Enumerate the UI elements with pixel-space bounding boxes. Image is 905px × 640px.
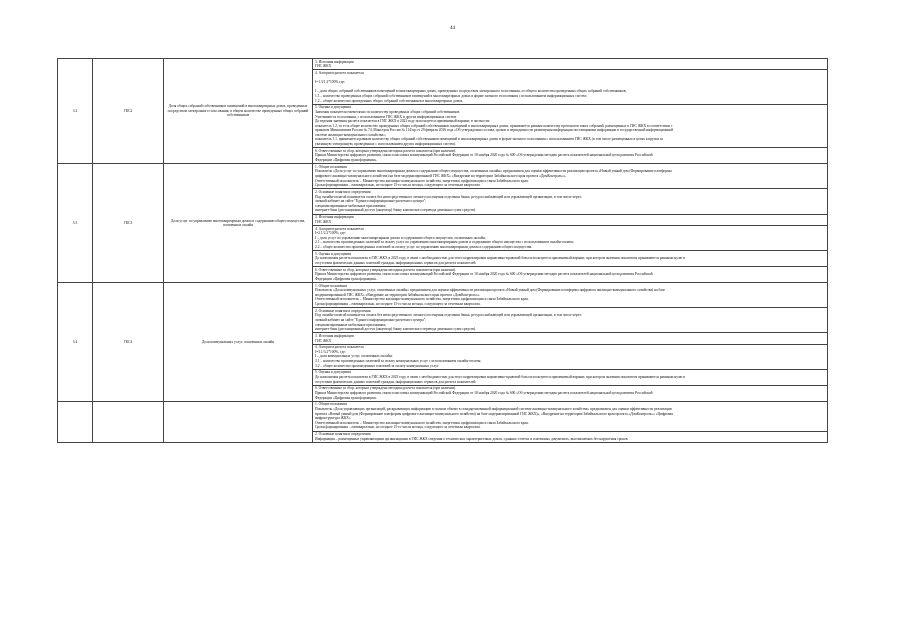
detail-line: 4. Алгоритм расчета показателя [315, 345, 364, 350]
detail-line: 6. Ответственные за сбор, которым утверждена методика расчета показателя (при наличии). [315, 386, 457, 391]
detail-line: Под онлайн-оплатой понимается оплата без непосредственного личного посещения отделения банка, ресурсоснабжающей или управляющей организации, в том числе через: [315, 194, 582, 199]
detail-line: 3. Источник информации [315, 333, 354, 338]
indicator-number: 3.3 [58, 164, 93, 283]
detail-line: личный кабинет на сайте "Единого информационно-расчетного центра"; [315, 317, 427, 322]
detail-line: До наполнения расчета показателя в ГИС ЖКХ в 2023 году, в связи с необходимостью для этого корректировки нормативно-правовой базы используются применимый вариант, при котором значения показателя принимаются равными нулю в [315, 256, 685, 261]
indicator-number: 3.2 [58, 59, 93, 164]
detail-line: Приказ Министерства цифрового развития, связи и массовых коммуникаций Российской Федерации от 18 ноября 2020 года № 600 «Об утверждении методик расчета показателей национальной цели развития Российской [315, 391, 653, 395]
indicators-table-body [58, 59, 828, 443]
detail-section [313, 70, 827, 104]
detail-section [313, 267, 827, 282]
detail-line: цифрового жилищно-коммунального хозяйства) на базе модернизированной ГИС ЖКХ» «Внедрение на территории Забайкальского края проекта «ДомКонтроль»». [315, 174, 567, 178]
indicator-name: Доля услуг по управлению многоквартирным домом и содержанию общего имущества, оплаченных онлайн [164, 164, 313, 283]
detail-line: 1. Общие положения [315, 402, 347, 407]
indicators-table [57, 58, 828, 443]
detail-line: 1. Общие положения [315, 164, 347, 169]
detail-line: отсутствии фактических данных платежей граждан, информационных сервисов для расчета показателей. [315, 260, 477, 265]
detail-line: 2.2 – общее количество произведенных платежей за оплату услуг по управлению многоквартирным домом и содержанию общего имущества. [315, 244, 533, 249]
indicator-details [313, 164, 828, 283]
detail-line: 6. Ответственные за сбор, которым утверждена методика расчета показателя (при наличии). [315, 148, 457, 153]
detail-line: Учитываются голосования, с использованием ГИС ЖКХ и других информационных систем. [315, 114, 457, 119]
detail-line: 4. Алгоритм расчета показателя [315, 226, 364, 231]
detail-section [313, 308, 827, 333]
detail-line: Показатель «Доля услуг по управлению многоквартирным домом и содержанию общего имущества, оплаченных онлайн» предназначен для оценки эффективности реализации проекта «Новый умный дом (Формирование платформы [315, 169, 672, 174]
detail-line: 3.1 – количество произведенных платежей за оплату коммунальных услуг с использованием онлайн-оплаты; [315, 359, 482, 364]
detail-line: Информация – размещенные управляющими организациями в ГИС ЖКХ сведения о технических характеристиках домов, сданных отчетах и платежных документах, выставляемых без нарушения сроков. [315, 436, 629, 441]
detail-line: интернет-банк (дистанционный доступ (акцептор) банку клиентского перевода денежных сумм средств). [315, 327, 477, 332]
detail-line: модернизированной ГИС ЖКХ» «Внедрение на территории Забайкальского края проекта «ДомКонтроль»». [315, 292, 481, 297]
indicator-details [313, 283, 828, 402]
detail-line: проекта «Новый умный дом (Формирование платформы цифрового жилищно-коммунального хозяйства) на базе модернизированной ГИС ЖКХ)», «Внедрение на территории Забайкальского края проекта «ДомКонтроль»» «Цифровая [315, 411, 673, 416]
detail-line: личный кабинет на сайте "Единого информационно-расчетного центра"; [315, 199, 427, 204]
detail-line: 1. Общие положения [315, 283, 347, 288]
detail-line: инфраструктура ЖКХ» [315, 416, 351, 421]
detail-section [313, 432, 827, 442]
detail-section [313, 148, 827, 163]
indicator-details [313, 401, 828, 442]
indicator-name [164, 401, 313, 442]
detail-line: Показатель «Доля коммунальных услуг, оплаченных онлайн» предназначен для оценки эффективности реализации проекта «Новый умный дом (Формирование платформы цифрового жилищно-коммунального хозяйства) на базе [315, 288, 665, 293]
indicator-row [58, 401, 828, 442]
indicator-details [313, 59, 828, 164]
detail-section [313, 164, 827, 189]
detail-line: Федерации «Цифровая трансформация». [315, 395, 378, 400]
detail-line: Ответственный исполнитель – Министерство жилищно-коммунального хозяйства, энергетики, цифровизации и связи Забайкальского края. [315, 297, 529, 302]
detail-line: I – доля общих собраний собственников помещений в многоквартирных домах, проведенных посредством электронного голосования, от общего количества проведенных общих собраний собственников; [315, 89, 627, 94]
detail-line: Под онлайн-оплатой понимается оплата без непосредственного личного посещения отделения банка, ресурсоснабжающей или управляющей организации, в том числе через: [315, 313, 582, 318]
detail-section [313, 59, 827, 70]
indicator-name: Доля коммунальных услуг, оплаченных онлайн [164, 283, 313, 402]
detail-line: показатель 1.1, принимается равным количеству общих собраний собственников помещений в многоквартирных домах в форме заочного голосования с использованием ГИС ЖКХ (в том числе размещенных в целях загрузки за [315, 137, 663, 142]
indicator-code: ГКС3 [93, 164, 164, 283]
detail-line: Значения показателя ежемесячно по количеству проведенных общих собраний собственников. [315, 109, 461, 114]
detail-line: Сроки формирования – ежеквартально, не позднее 15-го числа месяца, следующего за отчетным кварталом. [315, 301, 481, 306]
detail-section [313, 345, 827, 370]
detail-line: I=2.1/2.2*100%, где: [315, 231, 346, 236]
detail-line: ГИС ЖКХ [315, 219, 332, 224]
detail-section [313, 189, 827, 214]
detail-line: I=3.1/3.2*100%, где: [315, 349, 346, 354]
detail-line: Федерации «Цифровая трансформация». [315, 276, 378, 281]
indicator-name: Доля общих собраний собственников помещений в многоквартирных домах, проведенных посредством электронного голосования, в общем количестве проведенных общих собраний собственников [164, 59, 313, 164]
detail-line: 3. Источник информации [315, 59, 354, 64]
detail-line: специализированные мобильные приложения; [315, 203, 386, 208]
detail-line: Сроки формирования – ежеквартально, не позднее 15-го числа месяца, следующего за отчетным кварталом. [315, 183, 481, 188]
detail-line: системе жилищно-коммунального хозяйства»; [315, 132, 386, 137]
detail-line: I – доля услуг по управлению многоквартирным домом и содержанию общего имущества, оплаченных онлайн; [315, 235, 486, 240]
indicator-row [58, 164, 828, 283]
detail-line: I – доля коммунальных услуг, оплаченных онлайн; [315, 354, 393, 359]
detail-line: ГИС ЖКХ [315, 338, 332, 343]
detail-line: 5. Оценка и допущения [315, 251, 351, 256]
detail-line: 2. Основные понятия и определения [315, 432, 371, 437]
detail-section [313, 370, 827, 386]
detail-line: 6. Ответственные за сбор, которым утверждена методика расчета показателя (при наличии). [315, 267, 457, 272]
detail-line: До наполнения расчета показателя в ГИС ЖКХ в 2023 году, в связи с необходимостью для этого корректировки нормативно-правовой базы используются применимый вариант, при котором значения показателя принимаются равными нулю в [315, 375, 685, 380]
detail-line: I=1.3/1.2*100% где: [315, 80, 346, 85]
detail-line: 2.1 – количество произведенных платежей за оплату услуг по управлению многоквартирным домом и содержанию общего имущества с использованием онлайн-оплаты; [315, 240, 574, 245]
detail-line: 2. Основные понятия и определения [315, 308, 371, 313]
detail-line: Сроки формирования – ежеквартально, не позднее 15-го числа месяца, следующего за отчетным кварталом. [315, 425, 481, 430]
detail-section [313, 251, 827, 267]
detail-line: ГИС ЖКХ [315, 64, 332, 69]
detail-section [313, 105, 827, 149]
detail-section [313, 333, 827, 344]
detail-line: 2. Основные понятия и определения [315, 189, 371, 194]
detail-line: Показатель «Доля управляющих организаций, раскрывающих информацию в полном объеме в стандартизованной информационной системе жилищно-коммунального хозяйства» предназначен для оценки эффективности реализации [315, 406, 672, 411]
detail-line: приказом Минкомсвязи России № 74, Минстроя России № 114/пр от 29 февраля 2016 года «Об утверждении состава, сроков и периодичности размещения информации поставщиками информации в государственной информационной [315, 128, 674, 133]
detail-line: показатель 1.2, то есть общее количество проведенных общих собраний собственников помещений в многоквартирных домах, принимается равным количеству протоколов таких собраний, размещенных в ГИС ЖКХ в соответствии с [315, 123, 673, 128]
detail-section [313, 283, 827, 308]
detail-line: специализированные мобильные приложения; [315, 322, 386, 327]
detail-line: Ответственный исполнитель – Министерство жилищно-коммунального хозяйства, энергетики, цифровизации и связи Забайкальского края. [315, 420, 529, 425]
indicator-code: ГКС2 [93, 59, 164, 164]
indicator-row [58, 59, 828, 164]
indicator-code [93, 401, 164, 442]
detail-line: Федерации «Цифровая трансформация». [315, 158, 378, 163]
detail-line: Ответственный исполнитель – Министерство жилищно-коммунального хозяйства, энергетики, цифровизации и связи Забайкальского края. [315, 178, 529, 183]
detail-section [313, 215, 827, 226]
detail-line: 3. Источник информации [315, 215, 354, 220]
detail-line: До ведения значения расчета показателя в ГИС ЖКХ в 2023 году используется применимый вариант, в частности: [315, 119, 491, 124]
detail-line: 1.1 – количество проведенных общих собраний собственников помещений в многоквартирных домах в форме заочного голосования с использованием информационных систем; [315, 93, 587, 98]
indicator-code: ГКС4 [93, 283, 164, 402]
indicator-row [58, 283, 828, 402]
indicator-number: 3.4 [58, 283, 93, 402]
detail-section [313, 402, 827, 432]
detail-line: 3.2 – общее количество произведенных платежей за оплату коммунальных услуг. [315, 363, 440, 368]
detail-line: 5. Оценка и допущения [315, 105, 351, 110]
detail-line: 4. Алгоритм расчета показателя [315, 70, 364, 75]
indicator-number [58, 401, 93, 442]
detail-line: Приказ Министерства цифрового развития, связи и массовых коммуникаций Российской Федерации от 18 ноября 2020 года № 600 «Об утверждении методик расчета показателей национальной цели развития Российской [315, 153, 653, 158]
detail-line: указанную электронную, проведенных с использованием других информационных систем). [315, 142, 456, 147]
detail-line: 1.2 – общее количество проведенных общих собраний собственников в многоквартирных домах. [315, 98, 464, 103]
detail-line: отсутствии фактических данных платежей граждан, информационных сервисов для расчета показателей. [315, 379, 477, 384]
detail-line: 5. Оценка и допущения [315, 370, 351, 375]
detail-section [313, 386, 827, 401]
detail-line: интернет-банк (дистанционный доступ (акцептор) банку клиентского перевода денежных сумм средств). [315, 208, 477, 213]
detail-line: Приказ Министерства цифрового развития, связи и массовых коммуникаций Российской Федерации от 18 ноября 2020 года № 600 «Об утверждении методик расчета показателей национальной цели развития Российской [315, 272, 653, 277]
detail-section [313, 226, 827, 251]
page-number: 44 [450, 26, 455, 31]
